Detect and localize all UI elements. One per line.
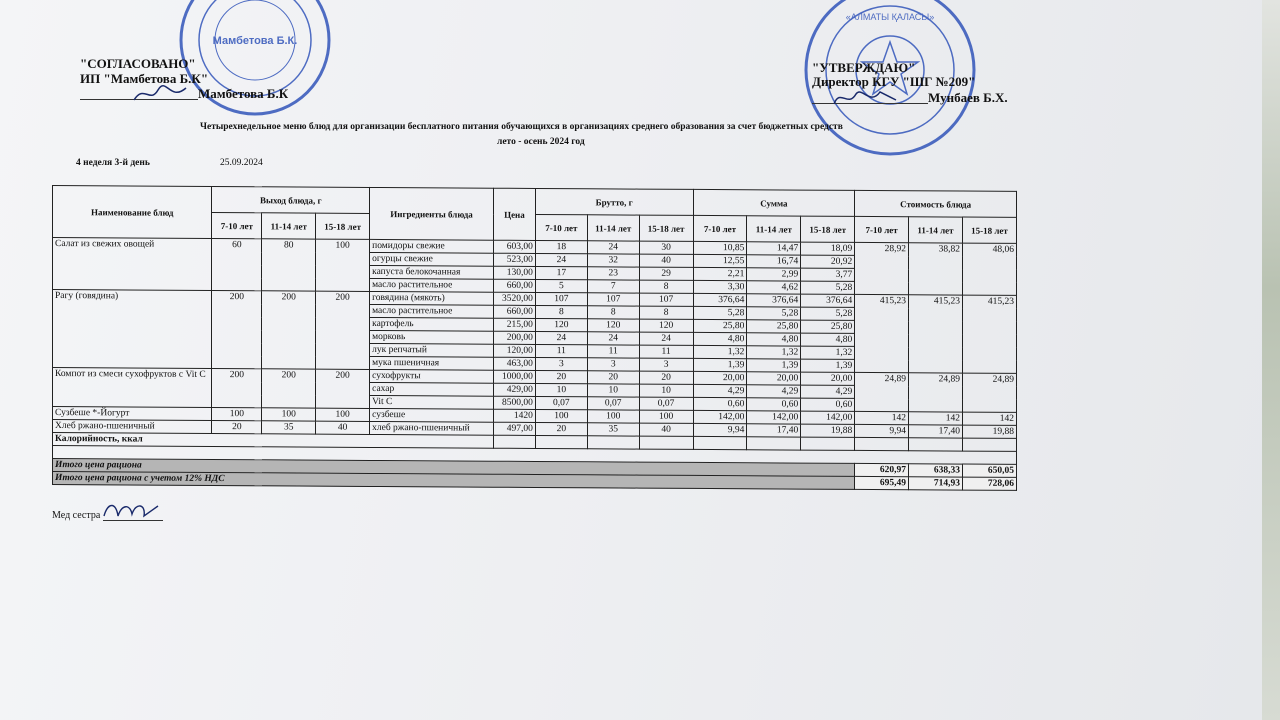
ingredient-name: картофель [370, 317, 494, 331]
ingredient-sum: 1,39 [693, 358, 747, 371]
menu-date: 25.09.2024 [220, 158, 263, 168]
ingredient-name: сахар [370, 382, 494, 396]
ingredient-brutto: 120 [587, 319, 639, 332]
ingredient-brutto: 24 [535, 331, 587, 344]
ingredient-brutto: 11 [639, 345, 693, 358]
ingredient-sum: 142,00 [747, 411, 801, 424]
ingredient-price: 8500,00 [493, 396, 535, 409]
dish-output: 200 [316, 291, 370, 369]
dish-cost: 142 [855, 411, 909, 424]
dish-output: 200 [262, 369, 316, 408]
ingredient-name: мука пшеничная [370, 356, 494, 370]
ingredient-brutto: 100 [639, 410, 693, 423]
header-age: 15-18 лет [639, 215, 693, 241]
ingredient-sum: 20,00 [747, 372, 801, 385]
ingredient-sum: 5,28 [693, 306, 747, 319]
ingredient-brutto: 24 [639, 332, 693, 345]
dish-name: Рагу (говядина) [53, 290, 212, 369]
signature-left-icon [130, 82, 190, 104]
header-sum: Сумма [693, 189, 855, 216]
dish-cost: 415,23 [909, 295, 963, 373]
ingredient-sum: 4,29 [747, 385, 801, 398]
ingredient-sum: 1,39 [801, 359, 855, 372]
header-age: 15-18 лет [962, 217, 1016, 243]
ingredient-name: хлеб ржано-пшеничный [370, 421, 494, 435]
ingredient-sum: 142,00 [693, 410, 747, 423]
ingredient-brutto: 0,07 [639, 397, 693, 410]
ingredient-price: 660,00 [493, 279, 535, 292]
ingredient-sum: 1,32 [747, 346, 801, 359]
ingredient-brutto: 11 [587, 345, 639, 358]
ingredient-sum: 1,32 [693, 345, 747, 358]
ingredient-name: капуста белокочанная [370, 265, 494, 279]
ingredient-brutto: 5 [535, 279, 587, 292]
ingredient-brutto: 7 [587, 280, 639, 293]
ingredient-sum: 0,60 [693, 397, 747, 410]
ingredient-sum: 4,80 [801, 333, 855, 346]
ingredient-brutto: 40 [639, 254, 693, 267]
ingredient-sum: 2,99 [747, 268, 801, 281]
ingredient-name: огурцы свежие [370, 252, 494, 266]
header-age: 15-18 лет [801, 216, 855, 242]
ingredient-name: Vit C [370, 395, 494, 409]
total-vat-value: 728,06 [962, 477, 1016, 490]
dish-output: 40 [316, 421, 370, 434]
dish-cost: 19,88 [962, 425, 1016, 438]
dish-output: 200 [212, 290, 262, 368]
ingredient-brutto: 3 [639, 358, 693, 371]
ingredient-brutto: 29 [639, 267, 693, 280]
ingredient-sum: 25,80 [693, 319, 747, 332]
ingredient-sum: 20,92 [801, 255, 855, 268]
ingredient-price: 660,00 [493, 305, 535, 318]
ingredient-sum: 376,64 [693, 293, 747, 306]
dish-cost: 17,40 [909, 425, 963, 438]
ingredient-brutto: 23 [587, 267, 639, 280]
ingredient-brutto: 8 [639, 280, 693, 293]
total-vat-value: 695,49 [855, 476, 909, 489]
ingredient-price: 215,00 [493, 318, 535, 331]
ingredient-sum: 0,60 [747, 398, 801, 411]
ingredient-sum: 1,32 [801, 346, 855, 359]
header-age: 7-10 лет [693, 215, 747, 241]
total-vat-value: 714,93 [909, 477, 963, 490]
ingredient-brutto: 20 [535, 370, 587, 383]
ingredient-sum: 25,80 [747, 320, 801, 333]
ingredient-brutto: 20 [639, 371, 693, 384]
dish-output: 100 [316, 239, 370, 291]
ingredient-price: 1000,00 [493, 370, 535, 383]
ingredient-brutto: 17 [535, 266, 587, 279]
ingredient-sum: 1,39 [747, 359, 801, 372]
header-age: 7-10 лет [212, 212, 262, 238]
ingredient-sum: 16,74 [747, 255, 801, 268]
dish-cost: 38,82 [909, 243, 963, 295]
dish-output: 100 [212, 407, 262, 420]
ingredient-brutto: 8 [535, 305, 587, 318]
ingredient-name: морковь [370, 330, 494, 344]
ingredient-name: масло растительное [370, 304, 494, 318]
ingredient-brutto: 24 [535, 253, 587, 266]
ingredient-name: лук репчатый [370, 343, 494, 357]
ingredient-brutto: 24 [587, 241, 639, 254]
ingredient-price: 523,00 [493, 253, 535, 266]
dish-output: 100 [316, 408, 370, 421]
approval-right-signer: Мунбаев Б.Х. [928, 90, 1008, 105]
header-age: 11-14 лет [587, 215, 639, 241]
ingredient-price: 497,00 [493, 422, 535, 435]
ingredient-brutto: 20 [535, 422, 587, 435]
ingredient-brutto: 107 [535, 292, 587, 305]
background-edge [1262, 0, 1280, 720]
ingredient-sum: 14,47 [747, 242, 801, 255]
dish-cost: 142 [962, 412, 1016, 425]
dish-output: 200 [212, 368, 262, 407]
menu-title: Четырехнедельное меню блюд для организации бесплатного питания обучающихся в организациях среднего образования за счет бюджетных средств [200, 122, 843, 132]
dish-output: 35 [262, 421, 316, 434]
ingredient-brutto: 100 [535, 409, 587, 422]
ingredient-sum: 18,09 [801, 242, 855, 255]
dish-output: 100 [262, 408, 316, 421]
header-output: Выход блюда, г [212, 186, 370, 213]
menu-table [52, 185, 1017, 491]
dish-name: Сузбеше *-Йогурт [53, 407, 212, 421]
ingredient-brutto: 8 [639, 306, 693, 319]
ingredient-sum: 20,00 [693, 371, 747, 384]
dish-cost: 24,89 [962, 373, 1016, 412]
ingredient-brutto: 11 [535, 344, 587, 357]
ingredient-sum: 19,88 [801, 424, 855, 437]
header-age: 11-14 лет [747, 216, 801, 242]
ingredient-brutto: 120 [535, 318, 587, 331]
dish-output: 200 [262, 291, 316, 369]
ingredient-brutto: 107 [587, 293, 639, 306]
header-price: Цена [493, 188, 535, 240]
ingredient-price: 1420 [493, 409, 535, 422]
ingredient-brutto: 30 [639, 241, 693, 254]
ingredient-sum: 3,30 [693, 280, 747, 293]
dish-output: 60 [212, 238, 262, 290]
ingredient-brutto: 10 [587, 384, 639, 397]
ingredient-sum: 25,80 [801, 320, 855, 333]
seal-right-text: «АЛМАТЫ ҚАЛАСЫ» [845, 12, 935, 22]
ingredient-sum: 4,62 [747, 281, 801, 294]
header-age: 11-14 лет [262, 213, 316, 239]
dish-name: Компот из смеси сухофруктов с Vit C [53, 368, 212, 408]
ingredient-brutto: 120 [639, 319, 693, 332]
ingredient-sum: 17,40 [747, 424, 801, 437]
ingredient-sum: 5,28 [801, 281, 855, 294]
ingredient-brutto: 3 [535, 357, 587, 370]
ingredient-name: помидоры свежие [370, 239, 494, 253]
approval-left-line2: ИП "Мамбетова Б.К" [80, 71, 209, 86]
dish-name: Салат из свежих овощей [53, 238, 212, 291]
total-value: 638,33 [909, 464, 963, 477]
dish-name: Хлеб ржано-пшеничный [53, 420, 212, 434]
approval-right-line2: Директор КГУ "ШГ №209" [812, 74, 976, 89]
dish-cost: 48,06 [962, 243, 1016, 295]
ingredient-name: масло растительное [370, 278, 494, 292]
ingredient-sum: 0,60 [801, 398, 855, 411]
dish-output: 80 [262, 239, 316, 291]
header-age: 15-18 лет [316, 213, 370, 239]
ingredient-price: 603,00 [493, 240, 535, 253]
header-brutto: Брутто, г [535, 188, 693, 215]
dish-cost: 142 [909, 412, 963, 425]
ingredient-brutto: 10 [639, 384, 693, 397]
menu-season: лето - осень 2024 год [497, 137, 585, 147]
ingredient-sum: 4,29 [801, 385, 855, 398]
header-age: 7-10 лет [855, 216, 909, 242]
ingredient-brutto: 24 [587, 332, 639, 345]
ingredient-sum: 4,80 [747, 333, 801, 346]
dish-cost: 415,23 [962, 295, 1016, 373]
ingredient-sum: 10,85 [693, 241, 747, 254]
ingredient-brutto: 10 [535, 383, 587, 396]
menu-table-body [53, 238, 1017, 439]
total-value: 650,05 [962, 464, 1016, 477]
ingredient-brutto: 35 [587, 423, 639, 436]
dish-cost: 24,89 [909, 373, 963, 412]
ingredient-price: 130,00 [493, 266, 535, 279]
ingredient-sum: 4,80 [693, 332, 747, 345]
ingredient-sum: 12,55 [693, 254, 747, 267]
dish-cost: 24,89 [855, 372, 909, 411]
week-day: 4 неделя 3-й день [76, 158, 150, 168]
signature-nurse-icon [100, 498, 162, 522]
ingredient-sum: 142,00 [801, 411, 855, 424]
ingredient-brutto: 100 [587, 410, 639, 423]
ingredient-brutto: 0,07 [587, 397, 639, 410]
signature-right-icon [830, 84, 900, 110]
ingredient-price: 200,00 [493, 331, 535, 344]
header-cost: Стоимость блюда [855, 190, 1017, 217]
ingredient-brutto: 18 [535, 240, 587, 253]
dish-output: 20 [212, 420, 262, 433]
header-ingredients: Ингредиенты блюда [370, 187, 494, 240]
ingredient-brutto: 8 [587, 306, 639, 319]
ingredient-price: 429,00 [493, 383, 535, 396]
ingredient-name: сузбеше [370, 408, 494, 422]
header-dish: Наименование блюд [53, 186, 212, 239]
ingredient-brutto: 32 [587, 254, 639, 267]
header-age: 7-10 лет [535, 214, 587, 240]
total-label: Итого цена рациона [53, 459, 855, 477]
ingredient-sum: 2,21 [693, 267, 747, 280]
ingredient-brutto: 3 [587, 358, 639, 371]
ingredient-sum: 5,28 [747, 307, 801, 320]
dish-output: 200 [316, 369, 370, 408]
approval-right-line1: "УТВЕРЖДАЮ" [812, 60, 916, 75]
ingredient-sum: 5,28 [801, 307, 855, 320]
calories-label: Калорийность, ккал [53, 433, 494, 449]
ingredient-price: 463,00 [493, 357, 535, 370]
ingredient-sum: 20,00 [801, 372, 855, 385]
ingredient-sum: 376,64 [801, 294, 855, 307]
ingredient-sum: 376,64 [747, 294, 801, 307]
ingredient-sum: 9,94 [693, 423, 747, 436]
seal-left-text: Мамбетова Б.К. [212, 35, 298, 47]
ingredient-brutto: 20 [587, 371, 639, 384]
seal-stamp-left [175, 0, 335, 120]
approval-left-line1: "СОГЛАСОВАНО" [80, 56, 196, 71]
dish-cost: 28,92 [855, 242, 909, 294]
ingredient-price: 120,00 [493, 344, 535, 357]
dish-cost: 415,23 [855, 294, 909, 372]
ingredient-name: сухофрукты [370, 369, 494, 383]
nurse-label: Мед сестра [52, 510, 101, 521]
ingredient-sum: 4,29 [693, 384, 747, 397]
total-value: 620,97 [855, 463, 909, 476]
approval-left-signer: Мамбетова Б.К [198, 86, 289, 101]
ingredient-price: 3520,00 [493, 292, 535, 305]
dish-cost: 9,94 [855, 424, 909, 437]
ingredient-brutto: 0,07 [535, 396, 587, 409]
header-age: 11-14 лет [909, 217, 963, 243]
ingredient-sum: 3,77 [801, 268, 855, 281]
ingredient-brutto: 107 [639, 293, 693, 306]
ingredient-name: говядина (мякоть) [370, 291, 494, 305]
total-vat-label: Итого цена рациона с учетом 12% НДС [53, 472, 855, 490]
ingredient-brutto: 40 [639, 423, 693, 436]
